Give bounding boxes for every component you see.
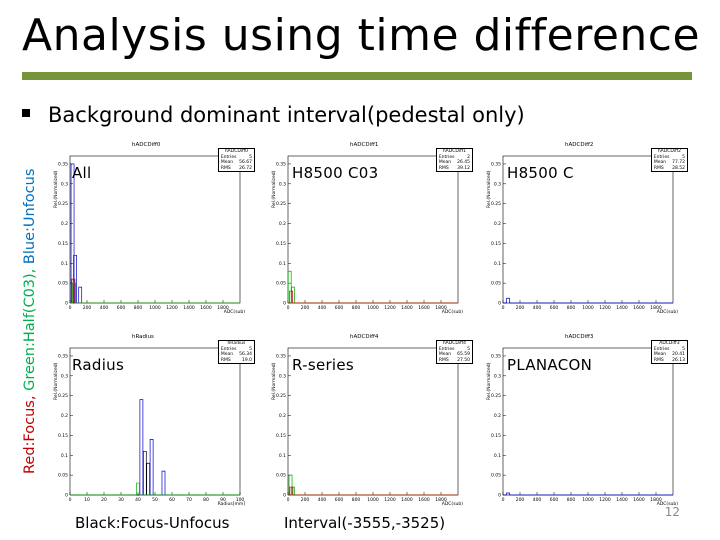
x-axis-label: ADC(sub) xyxy=(656,310,678,315)
histogram-title: hADCDiff0 xyxy=(132,142,161,148)
y-tick-label: 0.1 xyxy=(60,453,68,459)
stats-row-rms xyxy=(439,166,470,172)
stats-title: hADCDiff2 xyxy=(657,149,682,154)
y-tick-label: 0 xyxy=(498,301,501,307)
stats-title: ADCDiff3 xyxy=(659,341,680,346)
x-tick-label: 1800 xyxy=(650,498,662,503)
histogram-panel xyxy=(270,138,475,318)
x-tick-label: 1800 xyxy=(650,306,662,311)
x-tick-label: 1800 xyxy=(435,498,447,503)
y-axis-label: Rel.(Normalized) xyxy=(54,362,59,400)
x-tick-label: 0 xyxy=(286,498,290,503)
x-tick-label: 1600 xyxy=(200,306,212,311)
y-tick-label: 0.35 xyxy=(490,162,501,168)
x-tick-label: 200 xyxy=(515,498,525,503)
x-tick-label: 60 xyxy=(169,498,175,503)
x-tick-label: 800 xyxy=(566,498,576,503)
x-tick-label: 1200 xyxy=(384,306,396,311)
y-tick-label: 0.3 xyxy=(493,374,501,380)
y-tick-label: 0.05 xyxy=(275,281,286,287)
y-tick-label: 0.3 xyxy=(278,182,286,188)
y-tick-label: 0.05 xyxy=(57,281,68,287)
y-tick-label: 0.15 xyxy=(57,433,68,439)
stats-value: 27.50 xyxy=(457,357,470,363)
stats-key: RMS xyxy=(220,357,231,363)
x-tick-label: 200 xyxy=(300,498,310,503)
histogram-series xyxy=(70,279,240,303)
stats-value: 39.12 xyxy=(457,165,470,171)
x-axis-label: ADC(sub) xyxy=(441,502,463,507)
y-tick-label: 0.2 xyxy=(60,414,68,420)
y-tick-label: 0.2 xyxy=(493,222,501,228)
plot-frame xyxy=(70,156,240,303)
x-tick-label: 70 xyxy=(186,498,192,503)
y-tick-label: 0.3 xyxy=(493,182,501,188)
y-tick-label: 0.15 xyxy=(490,241,501,247)
stats-value: 26.72 xyxy=(239,165,252,171)
histogram-panel xyxy=(270,330,475,510)
y-tick-label: 0.2 xyxy=(493,414,501,420)
x-tick-label: 1200 xyxy=(599,498,611,503)
y-tick-label: 0.1 xyxy=(278,261,286,267)
x-tick-label: 1400 xyxy=(183,306,195,311)
x-tick-label: 200 xyxy=(300,306,310,311)
bottom-left-caption: Black:Focus-Unfocus xyxy=(75,514,230,532)
stats-key: Mean xyxy=(220,352,234,357)
y-tick-label: 0 xyxy=(65,301,68,307)
stats-title: hADCDiff1 xyxy=(442,149,467,154)
y-axis-label: Rel.(Normalized) xyxy=(272,170,277,208)
x-tick-label: 800 xyxy=(133,306,143,311)
stats-box xyxy=(218,340,255,364)
stats-value: 5 xyxy=(682,346,685,352)
x-tick-label: 800 xyxy=(351,498,361,503)
legend-green: Green:Half(C03), xyxy=(22,264,38,391)
bullet-square-icon xyxy=(22,109,30,117)
y-tick-label: 0.1 xyxy=(278,453,286,459)
x-tick-label: 90 xyxy=(220,498,226,503)
histogram-title: hRadius xyxy=(132,334,154,340)
y-tick-label: 0.25 xyxy=(275,394,286,400)
x-tick-label: 1600 xyxy=(418,306,430,311)
histogram-panel xyxy=(52,330,257,510)
title-underline xyxy=(22,72,692,80)
stats-value: 26.13 xyxy=(672,357,685,363)
histogram-title: hADCDiff2 xyxy=(565,142,594,148)
y-tick-label: 0 xyxy=(498,493,501,499)
page-number: 12 xyxy=(664,505,680,519)
y-tick-label: 0.3 xyxy=(60,374,68,380)
y-tick-label: 0.05 xyxy=(57,473,68,479)
y-tick-label: 0 xyxy=(65,493,68,499)
x-tick-label: 1400 xyxy=(616,306,628,311)
histogram-series xyxy=(288,271,458,303)
x-tick-label: 1200 xyxy=(384,498,396,503)
y-axis-label: Rel.(Normalized) xyxy=(272,362,277,400)
x-tick-label: 200 xyxy=(82,306,92,311)
y-tick-label: 0.35 xyxy=(57,162,68,168)
stats-key: Mean xyxy=(438,160,452,165)
y-tick-label: 0.2 xyxy=(278,222,286,228)
x-tick-label: 10 xyxy=(84,498,90,503)
stats-value: 28.52 xyxy=(672,165,685,171)
x-tick-label: 1000 xyxy=(367,498,379,503)
stats-key: RMS xyxy=(220,165,231,171)
stats-value: 65.59 xyxy=(457,352,470,357)
x-tick-label: 0 xyxy=(286,306,290,311)
bullet-item xyxy=(22,103,525,127)
x-tick-label: 1200 xyxy=(599,306,611,311)
histogram-panel xyxy=(485,138,690,318)
histogram-title: hADCDiff4 xyxy=(350,334,379,340)
bullet-text: Background dominant interval(pedestal only) xyxy=(48,103,525,127)
x-tick-label: 1400 xyxy=(401,306,413,311)
y-tick-label: 0.3 xyxy=(60,182,68,188)
x-tick-label: 0 xyxy=(68,498,72,503)
x-tick-label: 0 xyxy=(501,306,505,311)
y-tick-label: 0.25 xyxy=(490,394,501,400)
x-tick-label: 1800 xyxy=(217,306,229,311)
y-tick-label: 0 xyxy=(283,301,286,307)
x-tick-label: 1400 xyxy=(616,498,628,503)
y-axis-label: Rel.(Normalized) xyxy=(487,170,492,208)
stats-value: 26.45 xyxy=(457,160,470,165)
histogram-panel xyxy=(485,330,690,510)
stats-value: 5 xyxy=(249,346,252,352)
stats-key: RMS xyxy=(653,357,664,363)
stats-key: Entries xyxy=(220,154,237,160)
stats-value: 5 xyxy=(467,346,470,352)
x-tick-label: 1600 xyxy=(418,498,430,503)
x-tick-label: 400 xyxy=(317,306,327,311)
x-tick-label: 1000 xyxy=(367,306,379,311)
x-tick-label: 600 xyxy=(549,498,559,503)
x-tick-label: 80 xyxy=(203,498,209,503)
x-tick-label: 30 xyxy=(118,498,124,503)
y-tick-label: 0.1 xyxy=(493,453,501,459)
x-tick-label: 600 xyxy=(116,306,126,311)
stats-key: Mean xyxy=(438,352,452,357)
stats-value: 5 xyxy=(249,154,252,160)
x-tick-label: 20 xyxy=(101,498,107,503)
stats-key: Entries xyxy=(438,154,455,160)
color-legend-label xyxy=(22,134,38,474)
y-tick-label: 0.05 xyxy=(490,473,501,479)
stats-box xyxy=(436,148,473,172)
x-tick-label: 1000 xyxy=(582,498,594,503)
x-tick-label: 800 xyxy=(351,306,361,311)
histogram-title: hADCDiff3 xyxy=(565,334,594,340)
stats-row-rms xyxy=(439,358,470,364)
x-tick-label: 600 xyxy=(334,498,344,503)
stats-key: Entries xyxy=(653,346,670,352)
stats-key: Mean xyxy=(653,160,667,165)
stats-row-rms xyxy=(654,166,685,172)
y-tick-label: 0.15 xyxy=(57,241,68,247)
y-tick-label: 0.35 xyxy=(275,162,286,168)
y-tick-label: 0.25 xyxy=(57,202,68,208)
x-tick-label: 50 xyxy=(152,498,158,503)
histogram-panel xyxy=(52,138,257,318)
stats-box xyxy=(218,148,255,172)
y-axis-label: Rel.(Normalized) xyxy=(54,170,59,208)
stats-box xyxy=(651,340,688,364)
y-tick-label: 0.2 xyxy=(278,414,286,420)
stats-key: RMS xyxy=(438,357,449,363)
legend-blue: Blue:Unfocus xyxy=(22,168,38,265)
legend-red: Red:Focus, xyxy=(22,390,38,474)
stats-key: Entries xyxy=(220,346,237,352)
y-axis-label: Rel.(Normalized) xyxy=(487,362,492,400)
x-tick-label: 400 xyxy=(532,498,542,503)
y-tick-label: 0.15 xyxy=(275,433,286,439)
stats-box xyxy=(651,148,688,172)
stats-row-rms xyxy=(221,166,252,172)
panel-label: All xyxy=(72,164,92,182)
y-tick-label: 0 xyxy=(283,493,286,499)
stats-value: 77.72 xyxy=(672,160,685,165)
panel-label: PLANACON xyxy=(507,356,593,374)
slide-title: Analysis using time difference xyxy=(22,10,701,61)
x-tick-label: 1600 xyxy=(633,498,645,503)
y-tick-label: 0.25 xyxy=(275,202,286,208)
x-tick-label: 600 xyxy=(549,306,559,311)
stats-box xyxy=(436,340,473,364)
y-tick-label: 0.35 xyxy=(490,354,501,360)
x-axis-label: ADC(sub) xyxy=(656,502,678,507)
x-tick-label: 400 xyxy=(99,306,109,311)
stats-value: 20.41 xyxy=(672,352,685,357)
panel-label: H8500 C03 xyxy=(292,164,379,182)
panel-label: Radius xyxy=(72,356,125,374)
stats-row-rms xyxy=(221,358,252,364)
stats-title: hADCDiff4 xyxy=(442,341,467,346)
x-tick-label: 1000 xyxy=(582,306,594,311)
x-axis-label: ADC(sub) xyxy=(441,310,463,315)
stats-title: hRadius xyxy=(227,341,246,346)
stats-value: 2 xyxy=(467,154,470,160)
x-axis-label: Radius[mm] xyxy=(217,502,245,507)
stats-title: hADCDiff0 xyxy=(224,149,249,154)
x-tick-label: 1000 xyxy=(149,306,161,311)
x-tick-label: 1800 xyxy=(435,306,447,311)
x-tick-label: 400 xyxy=(317,498,327,503)
stats-key: Mean xyxy=(653,352,667,357)
stats-value: 56.67 xyxy=(239,160,252,165)
y-tick-label: 0.3 xyxy=(278,374,286,380)
y-tick-label: 0.15 xyxy=(490,433,501,439)
y-tick-label: 0.1 xyxy=(60,261,68,267)
x-tick-label: 600 xyxy=(334,306,344,311)
histogram-series xyxy=(70,451,240,495)
stats-value: 56.34 xyxy=(239,352,252,357)
panel-label: H8500 C xyxy=(507,164,574,182)
y-tick-label: 0.05 xyxy=(275,473,286,479)
stats-value: 5 xyxy=(682,154,685,160)
y-tick-label: 0.2 xyxy=(60,222,68,228)
x-tick-label: 0 xyxy=(68,306,72,311)
stats-key: RMS xyxy=(653,165,664,171)
x-axis-label: ADC(sub) xyxy=(223,310,245,315)
histogram-title: hADCDiff1 xyxy=(350,142,379,148)
y-tick-label: 0.15 xyxy=(275,241,286,247)
y-tick-label: 0.1 xyxy=(493,261,501,267)
y-tick-label: 0.25 xyxy=(57,394,68,400)
y-tick-label: 0.05 xyxy=(490,281,501,287)
y-tick-label: 0.25 xyxy=(490,202,501,208)
x-tick-label: 200 xyxy=(515,306,525,311)
x-tick-label: 100 xyxy=(235,498,245,503)
x-tick-label: 800 xyxy=(566,306,576,311)
stats-key: Mean xyxy=(220,160,234,165)
x-tick-label: 40 xyxy=(135,498,141,503)
x-tick-label: 400 xyxy=(532,306,542,311)
panel-label: R-series xyxy=(292,356,355,374)
histogram-series xyxy=(70,164,240,303)
x-tick-label: 1600 xyxy=(633,306,645,311)
stats-row-rms xyxy=(654,358,685,364)
y-tick-label: 0.35 xyxy=(275,354,286,360)
x-tick-label: 1400 xyxy=(401,498,413,503)
stats-key: RMS xyxy=(438,165,449,171)
stats-key: Entries xyxy=(653,154,670,160)
x-tick-label: 0 xyxy=(501,498,505,503)
stats-key: Entries xyxy=(438,346,455,352)
bottom-right-caption: Interval(-3555,-3525) xyxy=(284,514,446,532)
histogram-series xyxy=(70,400,240,495)
y-tick-label: 0.35 xyxy=(57,354,68,360)
x-tick-label: 1200 xyxy=(166,306,178,311)
stats-value: 19.0 xyxy=(241,357,252,363)
